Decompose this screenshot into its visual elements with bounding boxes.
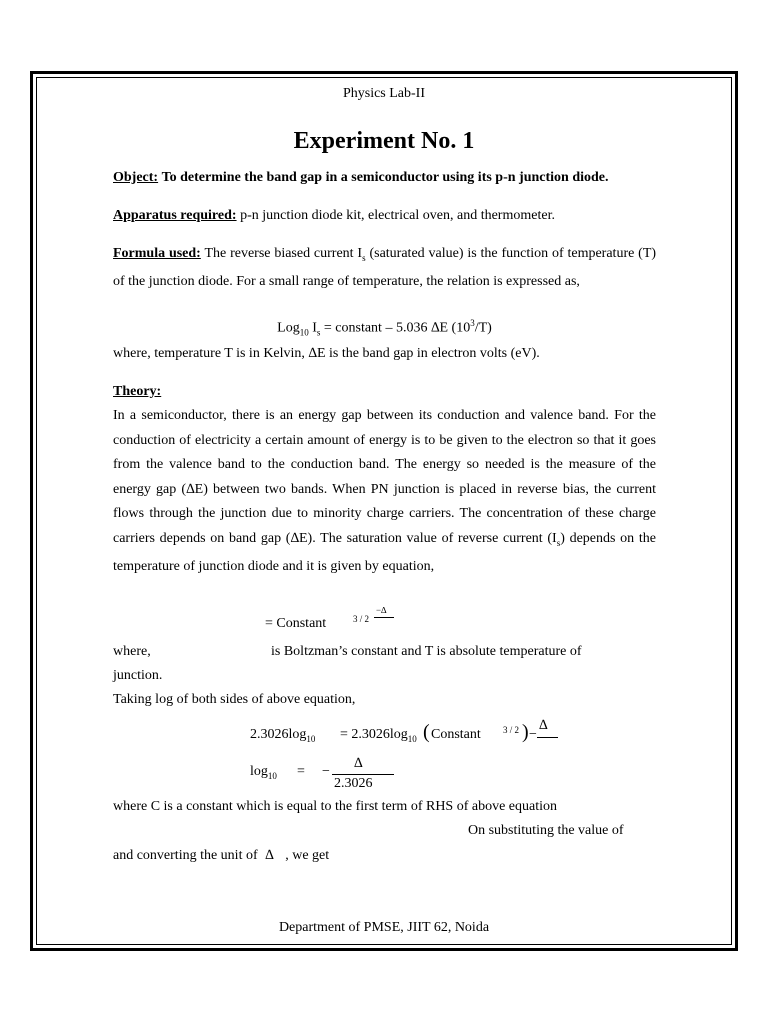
apparatus-section [113, 204, 656, 229]
formula-where: where, temperature T is in Kelvin, ∆E is the band gap in electron volts (eV). [113, 346, 540, 361]
page-title: Experiment No. 1 [293, 128, 475, 154]
eq2-mid-sub: 10 [407, 733, 417, 744]
formula-section [113, 242, 656, 295]
object-label: Object: [113, 170, 159, 185]
eq-sub10: 10 [299, 327, 309, 338]
converting-delta: ∆ [265, 848, 274, 863]
eq-const: = constant – 5.036 ∆E (10 [323, 320, 471, 336]
eq3-left-text: log [250, 764, 268, 779]
formula-text: The reverse biased current I [204, 246, 363, 261]
eq-sub-s: s [316, 327, 321, 338]
junction-text: junction. [113, 668, 163, 683]
theory-text-continued: ) depends on the temperature of junction diode and it is given by equation, [113, 530, 656, 574]
eq2-mid-text: = 2.3026log [340, 727, 408, 742]
theory-label: Theory: [113, 384, 162, 399]
substituting-text: On substituting the value of [468, 823, 624, 838]
apparatus-label: Apparatus required: [113, 208, 237, 223]
eq3-left-sub: 10 [267, 770, 277, 781]
theory-paragraph [113, 404, 656, 579]
eq2-exponent: 3 / 2 [503, 725, 520, 735]
theory-label-line [113, 380, 656, 405]
converting-text-b: , we get [285, 848, 330, 863]
eq3-denominator: 2.3026 [334, 776, 373, 791]
eq2-paren-open: ( [423, 721, 430, 743]
eq2-mid [340, 727, 417, 744]
where-label: where, [113, 644, 151, 659]
eq2-constant: Constant [431, 727, 481, 742]
eq3-equals: = [297, 764, 305, 779]
eq3-minus: − [322, 764, 330, 779]
theory-text: In a semiconductor, there is an energy gap between its conduction and valence band. For the conduction of electricity a certain amount of energy is to be given to the electron so that it goes from the valence band to the conduction band. The energy so needed is the measure of the energy gap (∆E) between two bands. When PN junction is placed in reverse bias, the current flows through the junction due to minority charge carriers. The concentration of these charge carriers depends on band gap (∆E). The saturation value of reverse current (I [113, 408, 656, 546]
eq2-numerator: ∆ [539, 718, 548, 733]
eq2-fraction-bar [537, 737, 558, 738]
object-section [113, 166, 656, 191]
boltzmann-text: is Boltzman’s constant and T is absolute temperature of [271, 644, 582, 659]
eq1-fraction-bar [374, 617, 394, 618]
formula-subscript: s [362, 252, 366, 263]
eq2-left [250, 727, 315, 744]
eq-t: /T) [474, 320, 492, 336]
converting-text [113, 848, 329, 864]
eq2-minus: − [529, 727, 537, 742]
eq3-left [250, 764, 277, 781]
eq1-fraction-numerator: −∆ [376, 605, 387, 615]
eq2-left-sub: 10 [306, 733, 316, 744]
eq1-main: = Constant [265, 616, 327, 631]
converting-text-a: and converting the unit of [113, 848, 258, 863]
eq-sup: 3 [470, 318, 475, 328]
eq3-numerator: ∆ [354, 756, 363, 771]
theory-subscript: s [556, 537, 561, 548]
eq2-left-text: 2.3026log [250, 727, 307, 742]
apparatus-text: p-n junction diode kit, electrical oven, and thermometer. [240, 208, 555, 223]
eq1-exponent: 3 / 2 [353, 614, 370, 624]
formula-equation [113, 318, 656, 337]
object-text: To determine the band gap in a semiconductor using its p-n junction diode. [161, 170, 609, 185]
where-constant-text: where C is a constant which is equal to the first term of RHS of above equation [113, 799, 558, 814]
formula-text-continued: (saturated value) is the function of temperature (T) of the junction diode. For a small range of temperature, the relation is expressed as, [113, 246, 657, 290]
eq3-fraction-bar [332, 774, 394, 775]
taking-log-text: Taking log of both sides of above equation, [113, 692, 356, 707]
page-footer: Department of PMSE, JIIT 62, Noida [278, 920, 490, 935]
page-header: Physics Lab-II [342, 86, 426, 101]
eq-log: Log [277, 320, 300, 336]
formula-label: Formula used: [113, 246, 201, 261]
eq2-paren-close: ) [522, 721, 529, 743]
eq-i: I [312, 320, 317, 336]
